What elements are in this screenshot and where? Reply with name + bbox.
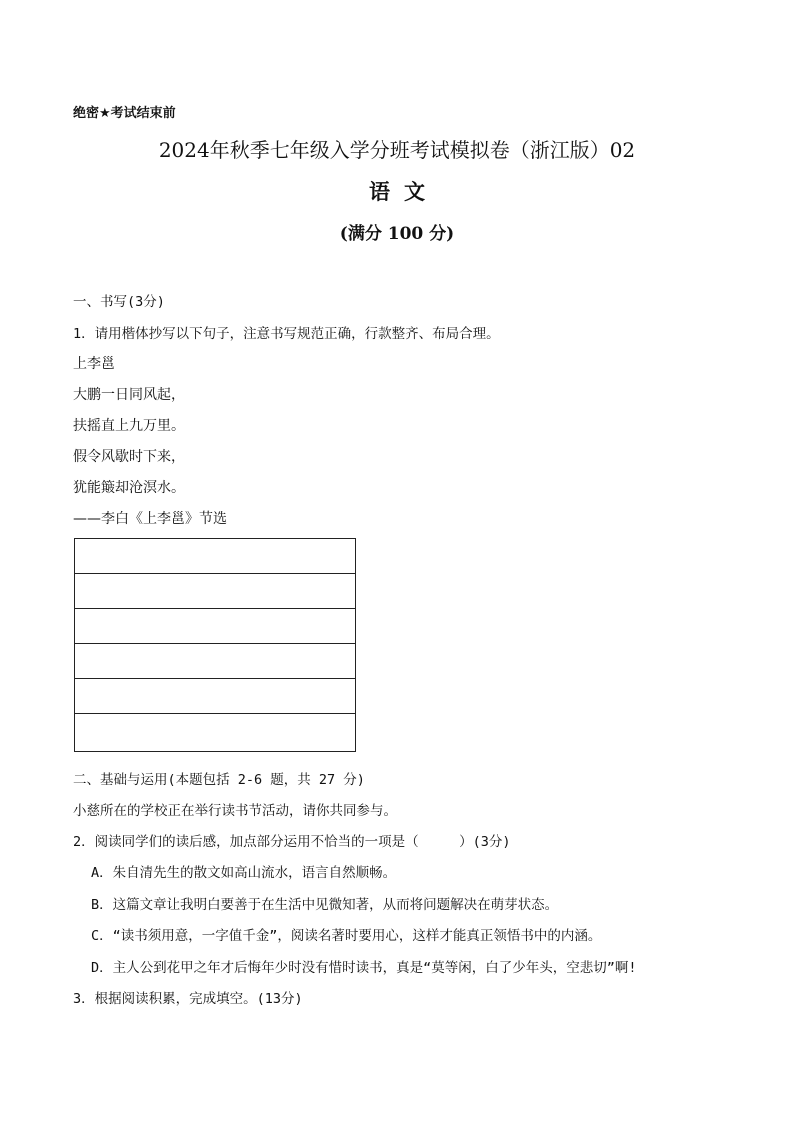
poem-title: 上李邕 — [73, 356, 115, 372]
option-c: C．“读书须用意，一字值千金”，阅读名著时要用心，这样才能真正领悟书中的内涵。 — [91, 928, 602, 944]
writing-line[interactable] — [75, 644, 355, 679]
option-a: A．朱自清先生的散文如高山流水，语言自然顺畅。 — [91, 865, 397, 881]
total-score: (满分 100 分) — [339, 224, 455, 244]
poem-line: 扶摇直上九万里。 — [73, 418, 185, 434]
question-2: 2．阅读同学们的读后感，加点部分运用不恰当的一项是（ ）(3分) — [73, 834, 511, 850]
poem-attribution: ——李白《上李邕》节选 — [73, 511, 227, 527]
handwriting-grid — [74, 538, 356, 752]
exam-title: 2024年秋季七年级入学分班考试模拟卷（浙江版）02 — [158, 138, 636, 162]
writing-line[interactable] — [75, 609, 355, 644]
question-1: 1．请用楷体抄写以下句子，注意书写规范正确，行款整齐、布局合理。 — [73, 326, 500, 342]
section-2-intro: 小慈所在的学校正在举行读书节活动，请你共同参与。 — [73, 803, 397, 819]
poem-line: 犹能簸却沧溟水。 — [73, 480, 185, 496]
section-2-heading: 二、基础与运用(本题包括 2-6 题，共 27 分) — [73, 772, 365, 788]
option-d: D．主人公到花甲之年才后悔年少时没有惜时读书，真是“莫等闲，白了少年头，空悲切”啊! — [91, 960, 637, 976]
subject-title: 语文 — [369, 179, 439, 204]
question-3: 3．根据阅读积累，完成填空。(13分) — [73, 991, 303, 1007]
writing-line[interactable] — [75, 574, 355, 609]
section-1-heading: 一、书写(3分) — [73, 294, 165, 310]
confidential-label: 绝密★考试结束前 — [73, 106, 176, 121]
poem-line: 大鹏一日同风起， — [73, 387, 185, 403]
writing-line[interactable] — [75, 679, 355, 714]
writing-line[interactable] — [75, 539, 355, 574]
option-b: B．这篇文章让我明白要善于在生活中见微知著，从而将问题解决在萌芽状态。 — [91, 897, 559, 913]
writing-line[interactable] — [75, 714, 355, 750]
poem-line: 假令风歇时下来， — [73, 449, 185, 465]
